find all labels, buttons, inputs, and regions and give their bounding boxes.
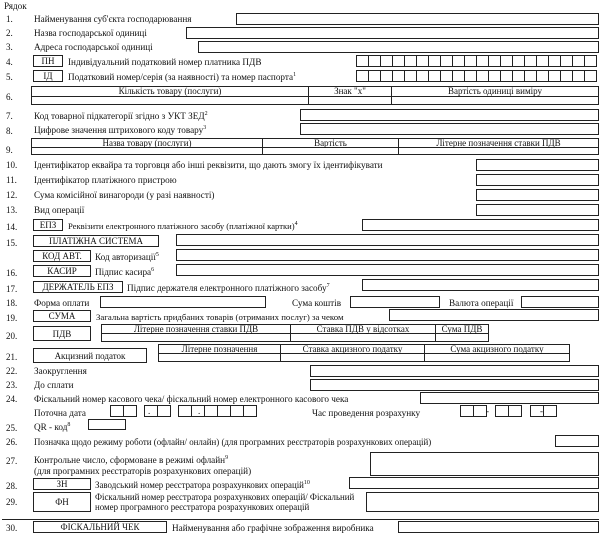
row-30-field[interactable] (398, 521, 599, 533)
row-29-label-2: номер програмного реєстратора розрахункових операцій (95, 502, 310, 512)
row-19-field[interactable] (389, 309, 599, 321)
row-11-field[interactable] (476, 174, 599, 186)
row-1-field[interactable] (236, 13, 599, 25)
row-4-number: 4. (6, 57, 13, 67)
row-16-label: Підпис касира$^6$ (95, 267, 155, 278)
row-2-number: 2. (6, 28, 13, 38)
row-6-sign-box[interactable]: Знак "х" (308, 86, 392, 105)
row-19-tag: СУМА (33, 310, 91, 322)
time-digit-cell[interactable] (473, 405, 487, 417)
row-12-label: Сума комісійної винагороди (у разі наявності) (34, 190, 215, 200)
time-digit-cell[interactable] (508, 405, 522, 417)
row-15b-tag: КОД АВТ. (33, 250, 91, 262)
qr-code-field[interactable] (88, 419, 126, 430)
row-8-label: Цифрове значення штрихового коду товару$^3$ (34, 125, 207, 136)
row-20-tag: ПДВ (33, 326, 91, 341)
row-24-date-label: Поточна дата (34, 408, 86, 418)
row-20-number: 20. (6, 331, 18, 341)
row-15b-label: Код авторизації$^5$ (95, 252, 159, 263)
row-27-number: 27. (6, 456, 18, 466)
row-3-number: 3. (6, 42, 13, 52)
row-3-field[interactable] (198, 41, 599, 53)
row-18-amount-field[interactable] (350, 296, 440, 308)
row-29-tag: ФН (33, 492, 91, 512)
row-29-number: 29. (6, 497, 18, 507)
row-11-number: 11. (6, 175, 17, 185)
row-6-number: 6. (6, 92, 13, 102)
row-9-price-box[interactable]: Вартість (262, 138, 399, 155)
row-15-tag: ПЛАТІЖНА СИСТЕМА (33, 235, 159, 247)
row-9-number: 9. (6, 145, 13, 155)
row-18-currency-label: Валюта операції (449, 298, 514, 308)
date-digit-cell[interactable] (243, 405, 257, 417)
row-17-field[interactable] (362, 279, 599, 291)
row-28-tag: ЗН (33, 478, 91, 490)
row-13-label: Вид операції (34, 205, 85, 215)
row-30-label: Найменування або графічне зображення виробника (172, 523, 374, 533)
date-digit-cell[interactable] (144, 405, 158, 417)
row-4-tag: ПН (33, 55, 63, 67)
row-30-number: 30. (6, 523, 18, 533)
row-8-number: 8. (6, 126, 13, 136)
date-digit-cell[interactable] (178, 405, 192, 417)
row-13-field[interactable] (476, 204, 599, 216)
time-dash-1: - (486, 406, 489, 416)
row-9-name-box[interactable]: Назва товару (послуги) (31, 138, 263, 155)
row-10-field[interactable] (476, 159, 599, 171)
digit-cell[interactable] (584, 55, 597, 67)
row-23-label: До сплати (34, 380, 74, 390)
row-22-number: 22. (6, 366, 18, 376)
date-dot-1: . (148, 406, 151, 416)
row-22-field[interactable] (310, 365, 599, 377)
row-19-number: 19. (6, 313, 18, 323)
row-14-label: Реквізити електронного платіжного засобу (платіжної картки)$^4$ (68, 221, 298, 231)
row-25-number: 25. (6, 423, 18, 433)
row-10-label: Ідентифікатор еквайра та торговця або інші реквізити, що дають змогу їх ідентифікувати (34, 160, 383, 170)
row-15-number: 15. (6, 238, 18, 248)
row-7-field[interactable] (300, 109, 599, 121)
row-1-number: 1. (6, 14, 13, 24)
row-7-number: 7. (6, 111, 13, 121)
row-20-rate-box[interactable]: Ставка ПДВ у відсотках (290, 324, 436, 342)
time-dash-2: - (540, 406, 543, 416)
row-15b-field[interactable] (176, 249, 599, 261)
row-29-label: Фіскальний номер реєстратора розрахункових операцій/ Фіскальний (95, 492, 355, 502)
date-digit-cell[interactable] (230, 405, 244, 417)
date-digit-cell[interactable] (123, 405, 137, 417)
row-21-sum-box[interactable]: Сума акцизного податку (424, 344, 570, 362)
row-28-number: 28. (6, 481, 18, 491)
date-digit-cell[interactable] (110, 405, 124, 417)
row-26-number: 26. (6, 437, 18, 447)
row-5-number: 5. (6, 72, 13, 82)
row-20-sum-box[interactable]: Сума ПДВ (435, 324, 489, 342)
date-digit-cell[interactable] (157, 405, 171, 417)
row-24-number: 24. (6, 394, 18, 404)
row-21-letter-box[interactable]: Літерне позначення (158, 344, 281, 362)
row-13-number: 13. (6, 205, 18, 215)
row-23-field[interactable] (310, 379, 599, 391)
digit-cell[interactable] (584, 70, 597, 82)
row-16-tag: КАСИР (33, 265, 91, 277)
divider-line (2, 519, 599, 520)
row-6-quantity-box[interactable]: Кількість товару (послуги) (31, 86, 309, 105)
date-dot-2: . (198, 406, 201, 416)
row-18-currency-field[interactable] (521, 296, 599, 308)
row-6-unit-price-box[interactable]: Вартість одиниці виміру (391, 86, 599, 105)
row-11-label: Ідентифікатор платіжного пристрою (34, 175, 177, 185)
row-2-field[interactable] (186, 27, 599, 39)
time-digit-cell[interactable] (460, 405, 474, 417)
row-4-label: Індивідуальний податковий номер платника ПДВ (68, 57, 262, 67)
row-24-label: Фіскальний номер касового чека/ фіскальний номер електронного касового чека (34, 394, 349, 404)
row-24-time-label: Час проведення розрахунку (312, 408, 421, 418)
row-9-vat-letter-box[interactable]: Літерне позначення ставки ПДВ (398, 138, 599, 155)
row-21-rate-box[interactable]: Ставка акцизного податку (280, 344, 425, 362)
row-2-label: Назва господарської одиниці (34, 28, 147, 38)
row-16-number: 16. (6, 268, 18, 278)
row-18-payment-form-field[interactable] (100, 296, 266, 308)
row-24-field[interactable] (420, 392, 599, 404)
row-8-field[interactable] (300, 123, 599, 135)
row-17-number: 17. (6, 284, 18, 294)
date-digit-cell[interactable] (217, 405, 231, 417)
row-17-tag: ДЕРЖАТЕЛЬ ЕПЗ (33, 281, 123, 293)
row-19-label: Загальна вартість придбаних товарів (отриманих послуг) за чеком (96, 312, 344, 322)
row-1-label: Найменування суб'єкта господарювання (34, 14, 192, 24)
row-10-number: 10. (6, 160, 18, 170)
row-23-number: 23. (6, 380, 18, 390)
row-14-tag: ЕПЗ (33, 219, 63, 231)
row-12-field[interactable] (476, 189, 599, 201)
time-digit-cell[interactable] (543, 405, 557, 417)
row-18-number: 18. (6, 298, 18, 308)
date-digit-cell[interactable] (204, 405, 218, 417)
row-18-amount-label: Сума коштів (292, 298, 342, 308)
row-27-field[interactable] (370, 452, 599, 476)
row-27-label-2: (для програмних реєстраторів розрахункових операцій) (34, 466, 252, 476)
row-14-field[interactable] (362, 219, 599, 231)
row-14-number: 14. (6, 222, 18, 232)
row-27-label: Контрольне число, сформоване в режимі офлайн$^9$ (34, 455, 229, 466)
row-28-label: Заводський номер реєстратора розрахункових операцій$^{10}$ (95, 480, 310, 490)
row-28-field[interactable] (349, 477, 599, 489)
row-29-field[interactable] (366, 492, 599, 512)
header-label: Рядок (4, 1, 27, 11)
row-21-number: 21. (6, 352, 18, 362)
row-26-label: Позначка щодо режиму роботи (офлайн/ онлайн) (для програмних реєстраторів розрахункових операцій) (34, 437, 432, 447)
row-16-field[interactable] (176, 264, 599, 276)
row-12-number: 12. (6, 190, 18, 200)
row-22-label: Заокруглення (34, 366, 87, 376)
time-digit-cell[interactable] (495, 405, 509, 417)
row-26-field[interactable] (555, 435, 599, 447)
row-3-label: Адреса господарської одиниці (34, 42, 153, 52)
row-5-tag: ІД (33, 70, 63, 82)
row-15-field[interactable] (176, 234, 599, 246)
row-21-tag: Акцизний податок (33, 348, 147, 363)
row-5-label: Податковий номер/серія (за наявності) та номер паспорта$^1$ (68, 72, 297, 83)
row-18-label: Форма оплати (34, 298, 90, 308)
row-20-letter-box[interactable]: Літерне позначення ставки ПДВ (101, 324, 291, 342)
row-17-label: Підпис держателя електронного платіжного засобу$^7$ (127, 283, 330, 294)
row-7-label: Код товарної підкатегорії згідно з УКТ ЗЕД$^2$ (34, 111, 208, 122)
row-30-tag: ФІСКАЛЬНИЙ ЧЕК (33, 521, 167, 533)
row-25-label: QR - код$^8$ (34, 422, 71, 433)
